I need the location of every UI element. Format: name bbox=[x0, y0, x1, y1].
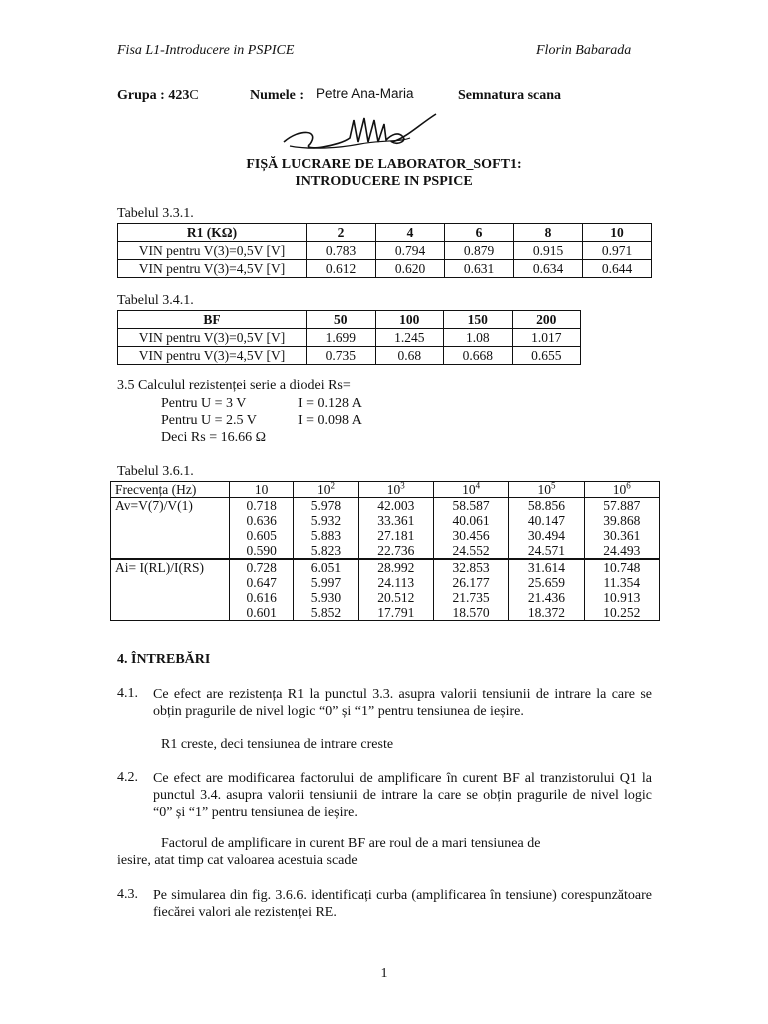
table-cell: 0.616 bbox=[230, 590, 294, 605]
table-cell: 0.794 bbox=[376, 242, 445, 260]
table-cell: 0.590 bbox=[230, 543, 294, 559]
table-cell: 5.978 bbox=[294, 498, 358, 514]
title-line1: FIȘĂ LUCRARE DE LABORATOR_SOFT1: bbox=[246, 157, 522, 172]
table331-caption: Tabelul 3.3.1. bbox=[117, 206, 194, 221]
table-cell: 18.570 bbox=[433, 605, 508, 621]
table-cell: 32.853 bbox=[433, 559, 508, 575]
table-cell: 0.783 bbox=[307, 242, 376, 260]
table-cell: 0.644 bbox=[583, 260, 652, 278]
table-cell: 1.017 bbox=[512, 329, 581, 347]
table-cell: 10 bbox=[583, 224, 652, 242]
table-cell: 50 bbox=[307, 311, 376, 329]
table-cell: 40.147 bbox=[509, 513, 584, 528]
av-label: Av=V(7)/V(1) bbox=[111, 498, 230, 560]
table-cell: 0.718 bbox=[230, 498, 294, 514]
table-cell: 57.887 bbox=[584, 498, 659, 514]
table-cell: 17.791 bbox=[358, 605, 433, 621]
table-cell: 1.699 bbox=[307, 329, 376, 347]
q1-answer: R1 creste, deci tensiunea de intrare creste bbox=[161, 737, 394, 752]
table-cell: 39.868 bbox=[584, 513, 659, 528]
table-cell: 0.612 bbox=[307, 260, 376, 278]
table-row bbox=[118, 260, 652, 278]
table-cell: 0.620 bbox=[376, 260, 445, 278]
freq-label: Frecvența (Hz) bbox=[111, 482, 230, 498]
table-row bbox=[118, 329, 581, 347]
q1-text: Ce efect are rezistența R1 la punctul 3.3. asupra valorii tensiunii de intrare la care se obțin pragurile de nivel logic “0” și “1” pentru tensiunea de ieșire. bbox=[153, 687, 652, 719]
table-cell: 24.571 bbox=[509, 543, 584, 559]
table-cell: 5.852 bbox=[294, 605, 358, 621]
table-cell: 10.913 bbox=[584, 590, 659, 605]
table-cell: 0.636 bbox=[230, 513, 294, 528]
table-cell: 5.823 bbox=[294, 543, 358, 559]
rs-heading: 3.5 Calculul rezistenței serie a diodei Rs= bbox=[117, 378, 351, 393]
table-header-row bbox=[111, 482, 660, 498]
table-cell: 10.748 bbox=[584, 559, 659, 575]
table-row bbox=[111, 559, 660, 575]
table-cell: 0.668 bbox=[444, 347, 513, 365]
q2-answer-line2: iesire, atat timp cat valoarea acestuia scade bbox=[117, 853, 358, 868]
table-cell: $10^4$ bbox=[433, 482, 508, 498]
table-cell: 2 bbox=[307, 224, 376, 242]
table-cell: 31.614 bbox=[509, 559, 584, 575]
table-3-3-1 bbox=[117, 223, 652, 278]
table-cell: 0.68 bbox=[375, 347, 444, 365]
table-cell: 58.856 bbox=[509, 498, 584, 514]
table-cell: $10^6$ bbox=[584, 482, 659, 498]
table-cell: 33.361 bbox=[358, 513, 433, 528]
table-cell: 6.051 bbox=[294, 559, 358, 575]
table-cell: $10^3$ bbox=[358, 482, 433, 498]
grupa-label: Grupa : 423 bbox=[117, 88, 190, 103]
rs-line2-b: I = 0.098 A bbox=[298, 413, 362, 428]
table-cell: 4 bbox=[376, 224, 445, 242]
table-cell: 40.061 bbox=[433, 513, 508, 528]
signature-image bbox=[280, 108, 440, 154]
table-cell: 20.512 bbox=[358, 590, 433, 605]
table-cell: 28.992 bbox=[358, 559, 433, 575]
table-row bbox=[118, 347, 581, 365]
q3-text: Pe simularea din fig. 3.6.6. identificați curba (amplificarea în tensiune) corespunzătoare fiecărei valori ale rezistenței RE. bbox=[153, 888, 652, 920]
table-cell: 5.997 bbox=[294, 575, 358, 590]
table-cell: 5.932 bbox=[294, 513, 358, 528]
table-cell: 22.736 bbox=[358, 543, 433, 559]
table-cell: 1.08 bbox=[444, 329, 513, 347]
numele-value: Petre Ana-Maria bbox=[316, 86, 414, 101]
table-cell: R1 (KΩ) bbox=[118, 224, 307, 242]
table-cell: 0.735 bbox=[307, 347, 376, 365]
ai-label: Ai= I(RL)/I(RS) bbox=[111, 559, 230, 621]
table-cell: 21.436 bbox=[509, 590, 584, 605]
table-cell: 42.003 bbox=[358, 498, 433, 514]
q2-answer-line1: Factorul de amplificare in curent BF are roul de a mari tensiunea de bbox=[161, 836, 541, 851]
table-cell: 0.631 bbox=[445, 260, 514, 278]
grupa bbox=[117, 88, 199, 104]
table-cell: 5.930 bbox=[294, 590, 358, 605]
table-3-6-1 bbox=[110, 481, 660, 621]
table-cell: 150 bbox=[444, 311, 513, 329]
rs-line2-a: Pentru U = 2.5 V bbox=[161, 413, 257, 428]
table-cell: 100 bbox=[375, 311, 444, 329]
table-cell: 24.493 bbox=[584, 543, 659, 559]
numele-label: Numele : bbox=[250, 88, 305, 103]
table-cell: 200 bbox=[512, 311, 581, 329]
table-cell: VIN pentru V(3)=0,5V [V] bbox=[118, 329, 307, 347]
table-cell: 6 bbox=[445, 224, 514, 242]
title-line2: INTRODUCERE IN PSPICE bbox=[295, 174, 473, 189]
rs-line1-b: I = 0.128 A bbox=[298, 396, 362, 411]
table-cell: 58.587 bbox=[433, 498, 508, 514]
q3-number: 4.3. bbox=[117, 887, 138, 902]
semnatura-label: Semnatura scana bbox=[458, 88, 562, 103]
table-cell: 5.883 bbox=[294, 528, 358, 543]
table-cell: VIN pentru V(3)=0,5V [V] bbox=[118, 242, 307, 260]
table-cell: 21.735 bbox=[433, 590, 508, 605]
table-cell: 1.245 bbox=[375, 329, 444, 347]
q2-text: Ce efect are modificarea factorului de amplificare în curent BF al tranzistorului Q1 la punctul 3.4. asupra valorii tensiunii de intrare la care se obțin pragurile de nivel logic “0” și “1” pentru tensiunea de ieșire. bbox=[153, 771, 652, 820]
table-cell: 0.879 bbox=[445, 242, 514, 260]
table-cell: 24.113 bbox=[358, 575, 433, 590]
table361-caption: Tabelul 3.6.1. bbox=[117, 464, 194, 479]
table-cell: 0.634 bbox=[514, 260, 583, 278]
table-cell: $10^2$ bbox=[294, 482, 358, 498]
table-cell: 0.605 bbox=[230, 528, 294, 543]
rs-line3: Deci Rs = 16.66 Ω bbox=[161, 430, 267, 445]
table-3-4-1 bbox=[117, 310, 581, 365]
table-cell: 30.361 bbox=[584, 528, 659, 543]
table-row bbox=[111, 498, 660, 514]
table-cell: 0.655 bbox=[512, 347, 581, 365]
table-cell: VIN pentru V(3)=4,5V [V] bbox=[118, 347, 307, 365]
table-cell: 0.647 bbox=[230, 575, 294, 590]
header-left: Fisa L1-Introducere in PSPICE bbox=[117, 43, 295, 58]
table-header-row bbox=[118, 311, 581, 329]
table-cell: 26.177 bbox=[433, 575, 508, 590]
table-cell: 30.456 bbox=[433, 528, 508, 543]
table-cell: 10.252 bbox=[584, 605, 659, 621]
table-cell: 10 bbox=[230, 482, 294, 498]
table341-caption: Tabelul 3.4.1. bbox=[117, 293, 194, 308]
table-cell: 0.971 bbox=[583, 242, 652, 260]
q2-number: 4.2. bbox=[117, 770, 138, 785]
grupa-suffix: C bbox=[189, 88, 199, 103]
table-cell: 0.728 bbox=[230, 559, 294, 575]
header-right: Florin Babarada bbox=[536, 43, 632, 58]
table-cell: $10^5$ bbox=[509, 482, 584, 498]
table-cell: 27.181 bbox=[358, 528, 433, 543]
table-cell: 30.494 bbox=[509, 528, 584, 543]
table-cell: 0.915 bbox=[514, 242, 583, 260]
table-cell: 0.601 bbox=[230, 605, 294, 621]
table-cell: BF bbox=[118, 311, 307, 329]
table-cell: 18.372 bbox=[509, 605, 584, 621]
table-cell: 8 bbox=[514, 224, 583, 242]
table-cell: 24.552 bbox=[433, 543, 508, 559]
table-row bbox=[118, 242, 652, 260]
questions-heading: 4. ÎNTREBĂRI bbox=[117, 652, 211, 667]
table-cell: 25.659 bbox=[509, 575, 584, 590]
table-cell: VIN pentru V(3)=4,5V [V] bbox=[118, 260, 307, 278]
rs-line1-a: Pentru U = 3 V bbox=[161, 396, 247, 411]
table-header-row bbox=[118, 224, 652, 242]
table-cell: 11.354 bbox=[584, 575, 659, 590]
q1-number: 4.1. bbox=[117, 686, 138, 701]
page-number: 1 bbox=[380, 966, 388, 981]
